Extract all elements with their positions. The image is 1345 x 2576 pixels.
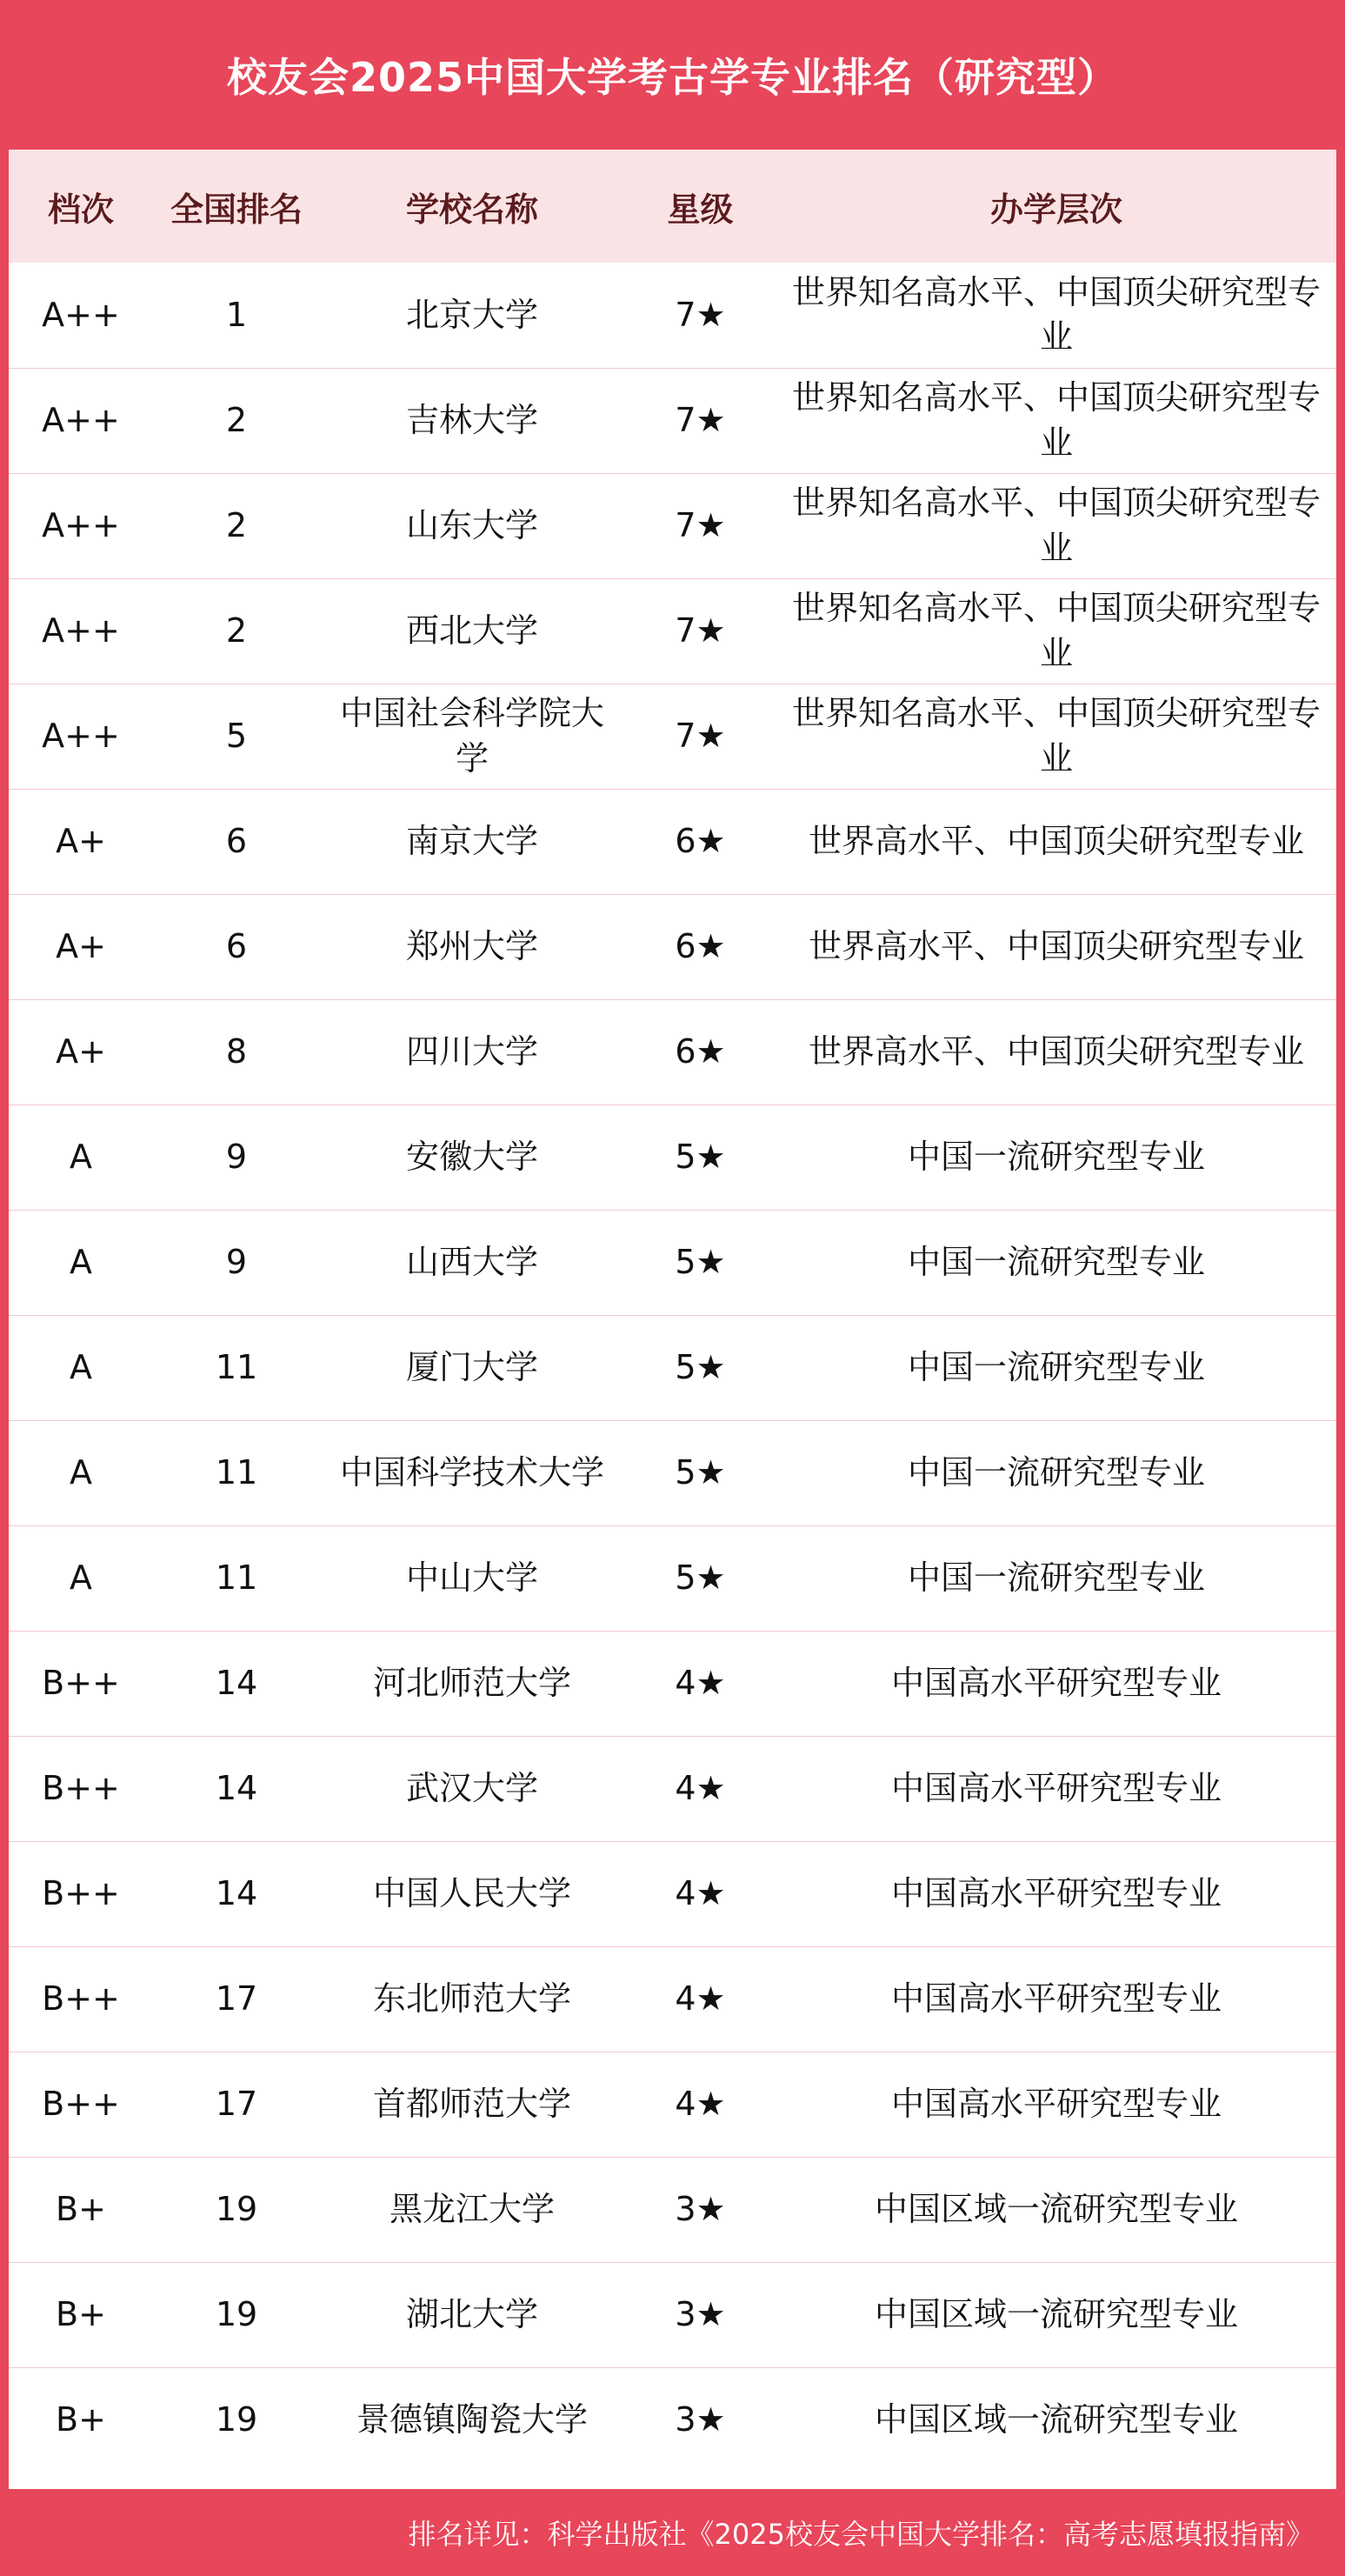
table-row xyxy=(9,1420,1336,1525)
cell-program-level: 中国一流研究型专业 xyxy=(776,1525,1336,1631)
cell-national-rank: 8 xyxy=(153,999,320,1104)
cell-star-level: 5★ xyxy=(624,1210,776,1315)
cell-star-level: 5★ xyxy=(624,1420,776,1525)
cell-tier: B+ xyxy=(9,2367,153,2473)
cell-school-name: 景德镇陶瓷大学 xyxy=(320,2367,624,2473)
cell-national-rank: 2 xyxy=(153,368,320,473)
cell-star-level: 3★ xyxy=(624,2262,776,2367)
table-header-row xyxy=(9,150,1336,263)
cell-tier: A++ xyxy=(9,684,153,789)
cell-national-rank: 14 xyxy=(153,1841,320,1946)
table-row xyxy=(9,368,1336,473)
cell-star-level: 7★ xyxy=(624,473,776,578)
cell-tier: A+ xyxy=(9,894,153,999)
cell-program-level: 世界知名高水平、中国顶尖研究型专业 xyxy=(776,684,1336,789)
cell-tier: B+ xyxy=(9,2262,153,2367)
cell-program-level: 世界知名高水平、中国顶尖研究型专业 xyxy=(776,473,1336,578)
cell-national-rank: 19 xyxy=(153,2367,320,2473)
cell-school-name: 东北师范大学 xyxy=(320,1946,624,2052)
cell-tier: A xyxy=(9,1210,153,1315)
cell-tier: B++ xyxy=(9,1631,153,1736)
cell-star-level: 6★ xyxy=(624,894,776,999)
cell-national-rank: 5 xyxy=(153,684,320,789)
table-row xyxy=(9,1736,1336,1841)
cell-star-level: 6★ xyxy=(624,789,776,894)
cell-tier: A+ xyxy=(9,789,153,894)
cell-national-rank: 9 xyxy=(153,1104,320,1210)
table-row xyxy=(9,1946,1336,2052)
header-program-level: 办学层次 xyxy=(776,150,1336,263)
header-star-level: 星级 xyxy=(624,150,776,263)
cell-program-level: 中国一流研究型专业 xyxy=(776,1210,1336,1315)
cell-tier: A xyxy=(9,1525,153,1631)
table-row xyxy=(9,789,1336,894)
cell-tier: B++ xyxy=(9,1946,153,2052)
cell-school-name: 厦门大学 xyxy=(320,1315,624,1420)
cell-star-level: 7★ xyxy=(624,578,776,684)
table-row xyxy=(9,1631,1336,1736)
cell-school-name: 南京大学 xyxy=(320,789,624,894)
cell-tier: B++ xyxy=(9,1736,153,1841)
cell-program-level: 中国区域一流研究型专业 xyxy=(776,2367,1336,2473)
cell-school-name: 吉林大学 xyxy=(320,368,624,473)
cell-program-level: 世界知名高水平、中国顶尖研究型专业 xyxy=(776,578,1336,684)
cell-national-rank: 19 xyxy=(153,2157,320,2262)
cell-tier: B++ xyxy=(9,2052,153,2157)
cell-tier: A+ xyxy=(9,999,153,1104)
table-row xyxy=(9,684,1336,789)
cell-star-level: 7★ xyxy=(624,684,776,789)
cell-program-level: 世界知名高水平、中国顶尖研究型专业 xyxy=(791,272,1321,357)
cell-star-level: 4★ xyxy=(624,1841,776,1946)
cell-program-level: 中国高水平研究型专业 xyxy=(776,1946,1336,2052)
cell-star-level: 7★ xyxy=(675,295,726,334)
cell-school-name: 中山大学 xyxy=(320,1525,624,1631)
cell-program-level: 中国区域一流研究型专业 xyxy=(776,2157,1336,2262)
cell-school-name: 西北大学 xyxy=(320,578,624,684)
source-footnote: 排名详见：科学出版社《2025校友会中国大学排名：高考志愿填报指南》 xyxy=(408,2518,1314,2551)
table-row xyxy=(9,578,1336,684)
table-row xyxy=(9,999,1336,1104)
cell-national-rank: 17 xyxy=(153,2052,320,2157)
table-row xyxy=(9,2367,1336,2473)
cell-national-rank: 1 xyxy=(225,295,248,334)
cell-star-level: 3★ xyxy=(624,2157,776,2262)
cell-program-level: 中国一流研究型专业 xyxy=(776,1104,1336,1210)
cell-star-level: 5★ xyxy=(624,1525,776,1631)
cell-school-name: 中国人民大学 xyxy=(320,1841,624,1946)
table-row xyxy=(9,894,1336,999)
table-row xyxy=(9,2262,1336,2367)
cell-school-name: 郑州大学 xyxy=(320,894,624,999)
cell-national-rank: 6 xyxy=(153,789,320,894)
cell-national-rank: 9 xyxy=(153,1210,320,1315)
cell-tier: A++ xyxy=(42,295,120,334)
header-national-rank: 全国排名 xyxy=(153,150,320,263)
cell-program-level: 世界高水平、中国顶尖研究型专业 xyxy=(776,999,1336,1104)
cell-star-level: 4★ xyxy=(624,2052,776,2157)
cell-school-name: 安徽大学 xyxy=(320,1104,624,1210)
cell-tier: A xyxy=(9,1315,153,1420)
cell-tier: A++ xyxy=(9,578,153,684)
cell-tier: B+ xyxy=(9,2157,153,2262)
cell-national-rank: 14 xyxy=(153,1631,320,1736)
table-row xyxy=(9,2157,1336,2262)
cell-program-level: 中国高水平研究型专业 xyxy=(776,1631,1336,1736)
table-row xyxy=(9,1104,1336,1210)
cell-star-level: 4★ xyxy=(624,1631,776,1736)
cell-tier: A++ xyxy=(9,368,153,473)
cell-national-rank: 11 xyxy=(153,1420,320,1525)
cell-school-name: 山东大学 xyxy=(320,473,624,578)
table-header xyxy=(9,150,1336,263)
cell-school-name: 首都师范大学 xyxy=(320,2052,624,2157)
header-school-name: 学校名称 xyxy=(320,150,624,263)
cell-national-rank: 19 xyxy=(153,2262,320,2367)
cell-program-level: 世界知名高水平、中国顶尖研究型专业 xyxy=(776,368,1336,473)
cell-program-level: 中国一流研究型专业 xyxy=(776,1315,1336,1420)
cell-national-rank: 14 xyxy=(153,1736,320,1841)
table-row xyxy=(9,1315,1336,1420)
table-row xyxy=(9,1525,1336,1631)
ranking-table-container xyxy=(9,150,1336,2489)
table-row xyxy=(9,2052,1336,2157)
cell-program-level: 世界高水平、中国顶尖研究型专业 xyxy=(776,894,1336,999)
table-row xyxy=(9,473,1336,578)
cell-star-level: 4★ xyxy=(624,1736,776,1841)
cell-program-level: 中国高水平研究型专业 xyxy=(776,2052,1336,2157)
cell-national-rank: 11 xyxy=(153,1315,320,1420)
ranking-table xyxy=(9,150,1336,2473)
table-row xyxy=(9,1210,1336,1315)
cell-school-name: 山西大学 xyxy=(320,1210,624,1315)
cell-school-name: 黑龙江大学 xyxy=(320,2157,624,2262)
cell-program-level: 中国高水平研究型专业 xyxy=(776,1841,1336,1946)
cell-star-level: 4★ xyxy=(624,1946,776,2052)
table-row xyxy=(9,263,1336,368)
cell-school-name: 四川大学 xyxy=(320,999,624,1104)
cell-star-level: 5★ xyxy=(624,1104,776,1210)
cell-star-level: 5★ xyxy=(624,1315,776,1420)
cell-national-rank: 11 xyxy=(153,1525,320,1631)
cell-national-rank: 6 xyxy=(153,894,320,999)
cell-program-level: 中国高水平研究型专业 xyxy=(776,1736,1336,1841)
table-body xyxy=(9,263,1336,2473)
cell-school-name: 武汉大学 xyxy=(320,1736,624,1841)
cell-school-name: 湖北大学 xyxy=(320,2262,624,2367)
cell-tier: A xyxy=(9,1420,153,1525)
cell-national-rank: 2 xyxy=(153,578,320,684)
cell-tier: A xyxy=(9,1104,153,1210)
cell-program-level: 世界高水平、中国顶尖研究型专业 xyxy=(776,789,1336,894)
cell-star-level: 6★ xyxy=(624,999,776,1104)
cell-tier: A++ xyxy=(9,473,153,578)
cell-national-rank: 2 xyxy=(153,473,320,578)
cell-national-rank: 17 xyxy=(153,1946,320,2052)
cell-star-level: 7★ xyxy=(624,368,776,473)
cell-tier: B++ xyxy=(9,1841,153,1946)
cell-school-name: 中国社会科学院大学 xyxy=(320,684,624,789)
cell-school-name: 河北师范大学 xyxy=(320,1631,624,1736)
cell-program-level: 中国一流研究型专业 xyxy=(776,1420,1336,1525)
header-tier: 档次 xyxy=(9,150,153,263)
cell-star-level: 3★ xyxy=(624,2367,776,2473)
page-title: 校友会2025中国大学考古学专业排名（研究型） xyxy=(226,54,1119,101)
table-row xyxy=(9,1841,1336,1946)
cell-program-level: 中国区域一流研究型专业 xyxy=(776,2262,1336,2367)
cell-school-name: 中国科学技术大学 xyxy=(320,1420,624,1525)
cell-school-name: 北京大学 xyxy=(405,295,538,334)
